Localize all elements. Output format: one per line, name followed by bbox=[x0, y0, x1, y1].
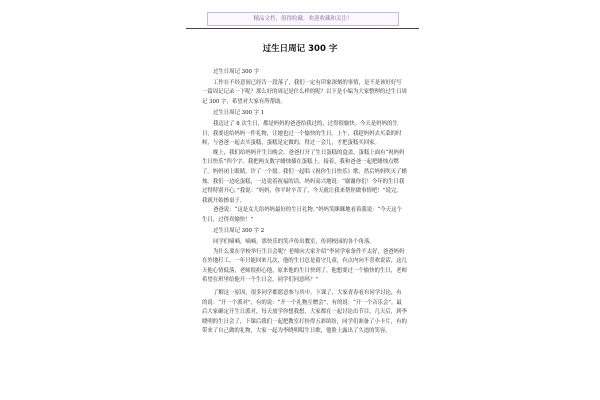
header-rule bbox=[186, 28, 419, 29]
section-heading: 过生日周记 300 字 bbox=[213, 68, 260, 75]
paragraph: 晚上，我们给妈妈开生日晚会。爸爸打开了生日蛋糕的盒盖，蛋糕上面有“祝妈妈生日快乐”四个字。我把两支数字蜡烛插在蛋糕上，接着，我和爸爸一起把蜡烛点燃了。妈妈闭上眼睛，许了一个愿。我们一起唱《祝你生日快乐》歌，然后妈妈吹灭了蜡烛。我们一边吃蛋糕，一边说着祝福的话。妈妈高兴地说：“谢谢你们！今年的生日我过得特别开心。”我说：“妈妈，你平时辛苦了，今天就让我来帮你做事情吧！”说完，我就开始擦桌子。 bbox=[202, 149, 407, 204]
article-body bbox=[202, 66, 407, 337]
section-heading: 过生日周记 300 字 2 bbox=[213, 228, 265, 234]
section-heading: 过生日周记 300 字 1 bbox=[213, 109, 265, 116]
paragraph: 了解这一原因，很多同学都愿意参与其中。下课了，大家青春看有同学讨论，有的说：“开一个派对”，有的说：“开一个礼物互赠会”，有的说：“开一个音乐会”。最后大家确定开生日派对，每天放学你想我想，大家都在一起讨论出节目，几天后，到李晓明的生日会了，下课后我们一起把教室打扮得五彩缤纷，同学们准备了小卡片，有的带来了自己做的礼物，大家一起为李晓明唱生日歌，他脸上露出了久违的笑容。 bbox=[202, 290, 407, 335]
paragraph: 同学们嘀嘀，嘀嘀，那快乐的笑声传出教室，传到校园的各个角落。 bbox=[213, 239, 375, 246]
paragraph: 工作在不经意间已经告一段落了，我们一定有印象深刻的事情，是不是该好好写一篇周记记录一下呢？那么好的周记是什么样的呢？以下是小编为大家整理的过生日周记 300 字，希望对大家有所帮助。 bbox=[202, 79, 407, 105]
promo-banner: 精品文档，值得收藏，欢迎收藏和关注！ bbox=[207, 12, 399, 26]
paragraph: 爸爸说：“这是女儿给妈妈最好的生日礼物。”妈妈笑眯眯地看着我说：“今天这个生日，过得真愉快！” bbox=[202, 207, 402, 223]
paragraph: 我迈过了 8 次生日，都是妈妈的爸爸给我过的，过得很愉快。今天是妈妈的生日，我要送给妈妈一件礼物，让她也过一个愉快的生日。上午，我趁妈妈去买菜的时候，与爸爸一起去买蛋糕。蛋糕是定做的，得过一会儿，才把蛋糕买回家。 bbox=[202, 120, 402, 147]
page-title: 过生日周记 300 字 bbox=[262, 44, 338, 54]
paragraph: 为什么要在学校举行生日会呢？老师向大家介绍“李同学家条件不太好，爸爸妈妈在外地打工，一年只能回来几次，他的生日总是留守儿童，有点内向不喜欢说话，这几天他心情低落，老师很担心他，原来他的生日快到了，他想要过一个愉快的生日，老师希望在班里给他开一个生日会，同学们同意吗？” bbox=[202, 248, 407, 284]
